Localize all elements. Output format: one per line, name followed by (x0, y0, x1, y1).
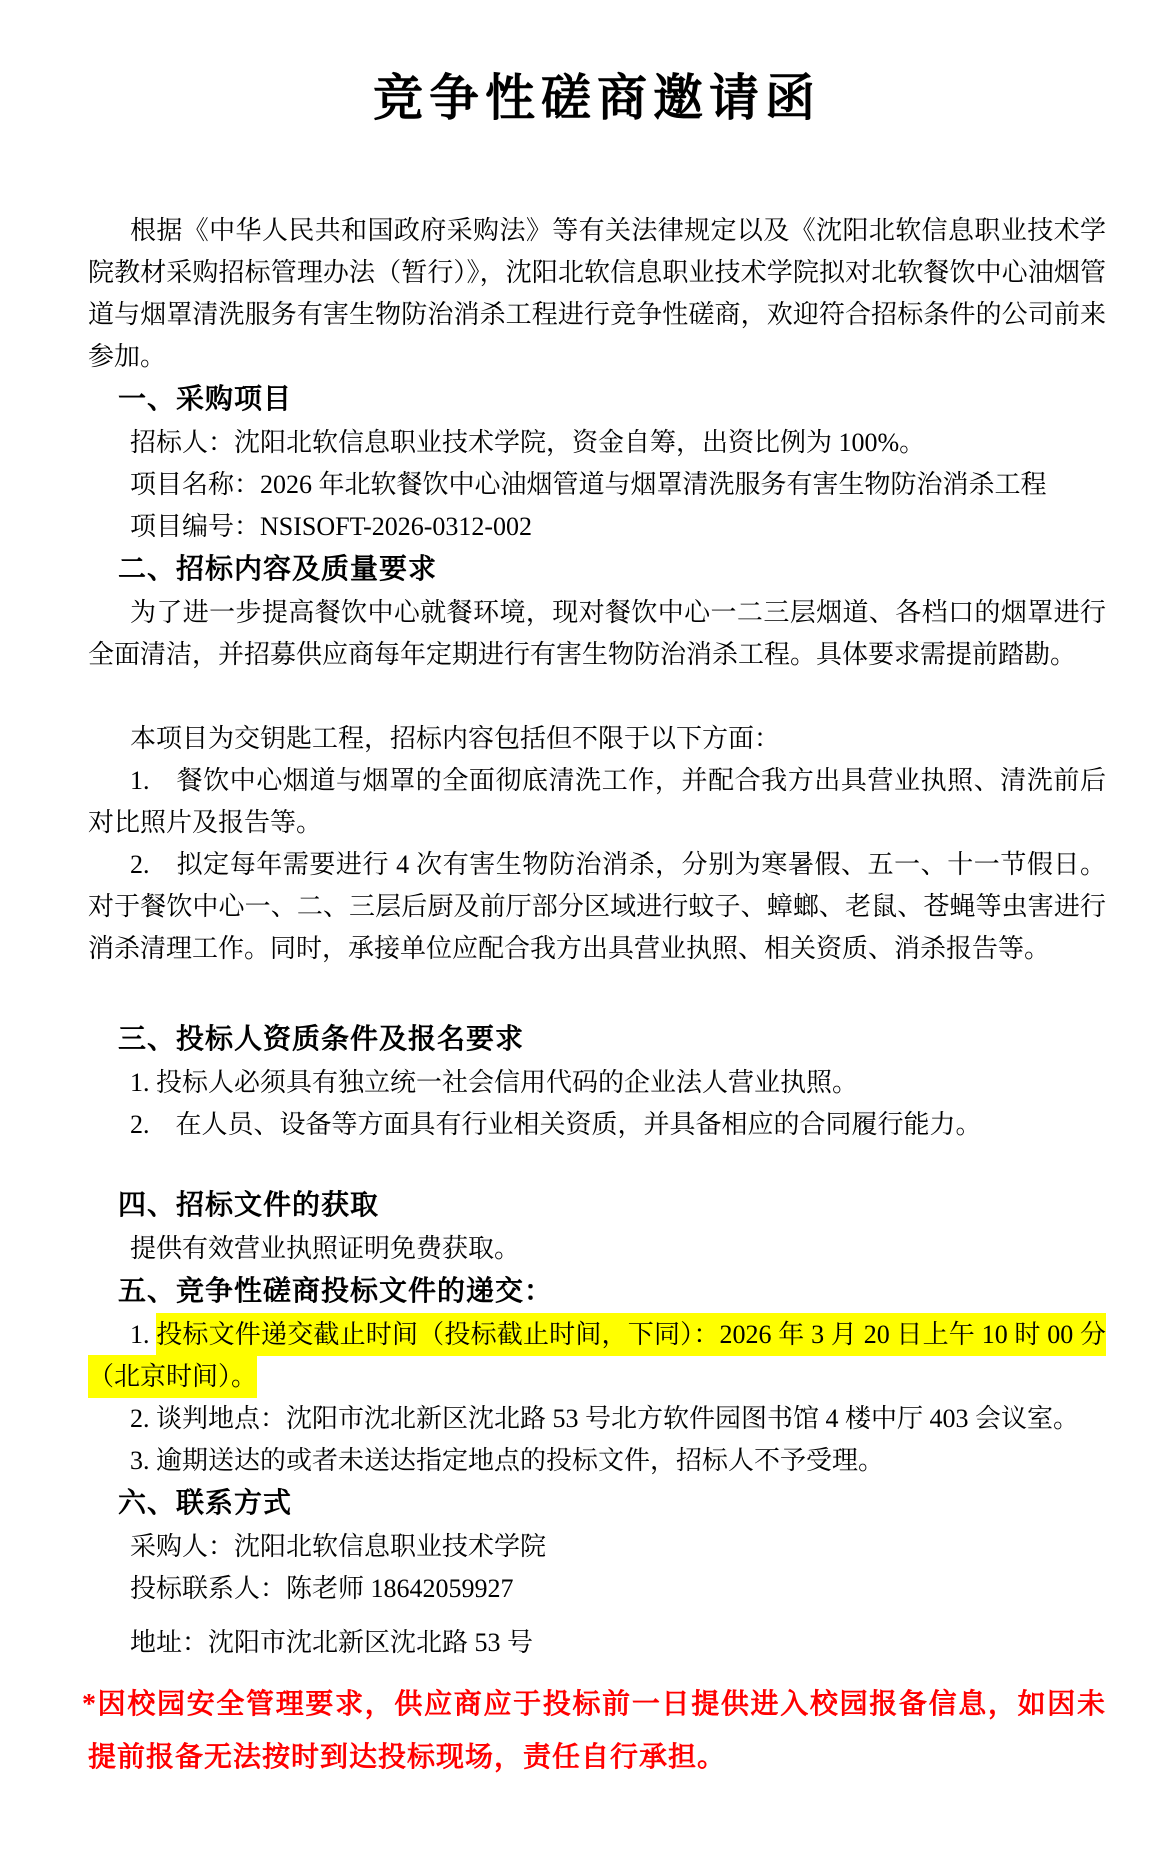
section-2-paragraph-2: 本项目为交钥匙工程，招标内容包括但不限于以下方面： (130, 724, 781, 753)
section-5-heading: 五、竞争性磋商投标文件的递交： (118, 1276, 554, 1307)
document-title: 竞争性磋商邀请函 (373, 70, 821, 126)
section-4-heading: 四、招标文件的获取 (118, 1190, 380, 1221)
section-1-heading: 一、采购项目 (118, 384, 293, 415)
section-3-item-1: 1. 投标人必须具有独立统一社会信用代码的企业法人营业执照。 (130, 1068, 859, 1097)
deadline-highlight: 投标文件递交截止时间（投标截止时间，下同）：2026 年 3 月 20 日上午 10 时 00 分（北京时间）。 (88, 1313, 1106, 1398)
section-5-item-3: 3. 逾期送达的或者未送达指定地点的投标文件，招标人不予受理。 (130, 1446, 885, 1475)
section-2-item-1: 1. 餐饮中心烟道与烟罩的全面彻底清洗工作，并配合我方出具营业执照、清洗前后对比照片及报告等。 (88, 766, 1106, 837)
section-3-item-2: 2. 在人员、设备等方面具有行业相关资质，并具备相应的合同履行能力。 (130, 1110, 982, 1139)
address-line: 地址：沈阳市沈北新区沈北路 53 号 (130, 1628, 534, 1657)
section-5-item-1 (88, 1314, 1106, 1398)
project-number-line: 项目编号：NSISOFT-2026-0312-002 (130, 512, 533, 541)
section-2-item-2: 2. 拟定每年需要进行 4 次有害生物防治消杀，分别为寒暑假、五一、十一节假日。对于餐饮中心一、二、三层后厨及前厅部分区域进行蚊子、蟑螂、老鼠、苍蝇等虫害进行消杀清理工作。同时，承接单位应配合我方出具营业执照、相关资质、消杀报告等。 (88, 850, 1106, 963)
section-4-paragraph: 提供有效营业执照证明免费获取。 (130, 1234, 521, 1263)
section-3-heading: 三、投标人资质条件及报名要求 (118, 1024, 525, 1055)
project-name-line: 项目名称：2026 年北软餐饮中心油烟管道与烟罩清洗服务有害生物防治消杀工程 (130, 470, 1047, 499)
purchaser-line: 采购人：沈阳北软信息职业技术学院 (130, 1532, 547, 1561)
contact-line: 投标联系人：陈老师 18642059927 (130, 1574, 514, 1603)
deadline-item-number: 1. (130, 1320, 157, 1349)
campus-security-notice: *因校园安全管理要求，供应商应于投标前一日提供进入校园报备信息，如因未提前报备无法按时到达投标现场，责任自行承担。 (82, 1689, 1106, 1773)
section-6-heading: 六、联系方式 (118, 1488, 293, 1519)
bidder-line: 招标人：沈阳北软信息职业技术学院，资金自筹，出资比例为 100%。 (130, 428, 926, 457)
section-2-heading: 二、招标内容及质量要求 (118, 554, 438, 585)
section-5-item-2: 2. 谈判地点：沈阳市沈北新区沈北路 53 号北方软件园图书馆 4 楼中厅 403 会议室。 (130, 1404, 1080, 1433)
intro-paragraph: 根据《中华人民共和国政府采购法》等有关法律规定以及《沈阳北软信息职业技术学院教材采购招标管理办法（暂行）》，沈阳北软信息职业技术学院拟对北软餐饮中心油烟管道与烟罩清洗服务有害生物防治消杀工程进行竞争性磋商，欢迎符合招标条件的公司前来参加。 (88, 216, 1106, 371)
section-2-paragraph-1: 为了进一步提高餐饮中心就餐环境，现对餐饮中心一二三层烟道、各档口的烟罩进行全面清洁，并招募供应商每年定期进行有害生物防治消杀工程。具体要求需提前踏勘。 (88, 598, 1106, 669)
